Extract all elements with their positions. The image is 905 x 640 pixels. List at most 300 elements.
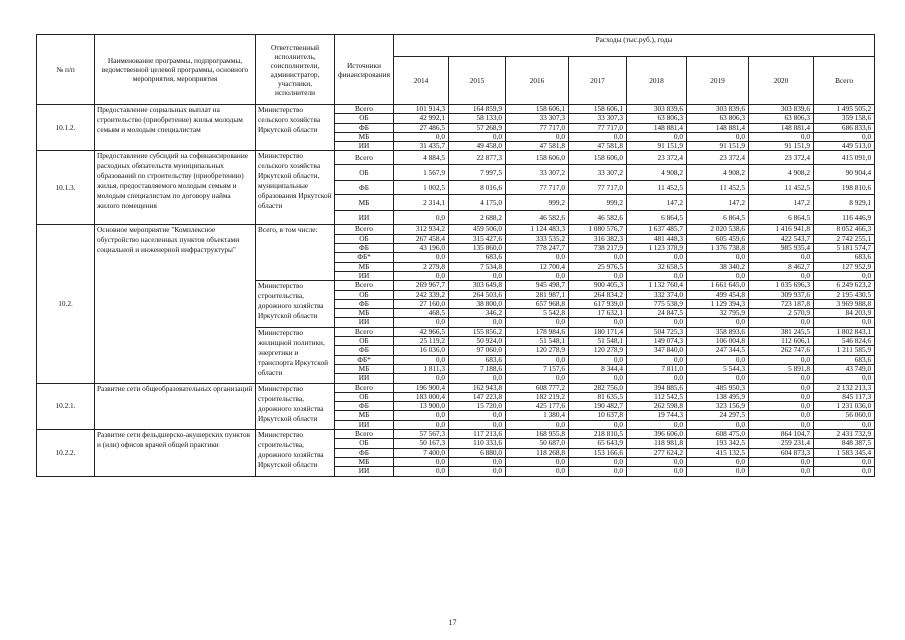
year-value: 0,0 xyxy=(687,467,749,476)
year-value: 15 720,0 xyxy=(449,402,506,411)
year-value: 0,0 xyxy=(506,374,569,383)
program-name: Предоставление субсидий на софинансирование расходных обязательств муниципальных образований по строительству (приобретению) жилья, предоставляемого молодым семьям и молодым специалистам по договору найма жилого помещения xyxy=(95,151,256,225)
year-value: 1 129 394,3 xyxy=(687,299,749,308)
funding-source: ИИ xyxy=(335,211,394,225)
year-value: 269 967,7 xyxy=(394,281,449,290)
year-value: 149 074,3 xyxy=(627,337,687,346)
year-value: 485 950,3 xyxy=(687,383,749,392)
year-value: 65 643,9 xyxy=(569,439,627,448)
year-value: 155 856,2 xyxy=(449,327,506,336)
year-value: 0,0 xyxy=(749,411,814,420)
header-num: № п/п xyxy=(37,35,95,105)
funding-source: ИИ xyxy=(335,271,394,280)
year-value: 0,0 xyxy=(687,271,749,280)
funding-source: МБ xyxy=(335,309,394,318)
year-value: 49 458,0 xyxy=(449,142,506,151)
year-value: 247 344,5 xyxy=(687,346,749,355)
year-value: 0,0 xyxy=(749,383,814,392)
year-value: 46 582,6 xyxy=(506,211,569,225)
year-value: 106 004,8 xyxy=(687,337,749,346)
year-value: 51 548,1 xyxy=(506,337,569,346)
year-value: 7 811,0 xyxy=(627,364,687,373)
funding-source: МБ xyxy=(335,262,394,271)
year-value: 63 806,3 xyxy=(749,114,814,123)
year-value: 775 538,9 xyxy=(627,299,687,308)
funding-source: ОБ xyxy=(335,114,394,123)
funding-source: ОБ xyxy=(335,337,394,346)
year-value: 0,0 xyxy=(506,271,569,280)
year-value: 0,0 xyxy=(449,467,506,476)
year-value: 112 606,1 xyxy=(749,337,814,346)
year-value: 158 606,0 xyxy=(506,151,569,165)
header-year: 2014 xyxy=(394,57,449,105)
total-value: 359 158,6 xyxy=(814,114,875,123)
year-value: 0,0 xyxy=(687,253,749,262)
year-value: 608 475,0 xyxy=(687,430,749,439)
program-name: Основное мероприятие "Комплексное обустройство населенных пунктов объектами социальной и инженерной инфраструктуры" xyxy=(95,225,256,383)
funding-source: ФБ xyxy=(335,448,394,457)
year-value: 77 717,0 xyxy=(569,123,627,132)
year-value: 0,0 xyxy=(749,467,814,476)
year-value: 0,0 xyxy=(749,271,814,280)
funding-source: ОБ xyxy=(335,165,394,181)
page-number: 17 xyxy=(448,618,457,627)
header-name: Наименование программы, подпрограммы, ведомственной целевой программы, основного мероприятия, мероприятия xyxy=(95,35,256,105)
year-value: 0,0 xyxy=(449,374,506,383)
year-value: 42 992,1 xyxy=(394,114,449,123)
program-name: Развитие сети общеобразовательных организаций xyxy=(95,383,256,429)
year-value: 0,0 xyxy=(506,467,569,476)
year-value: 147,2 xyxy=(627,195,687,211)
year-value: 110 333,6 xyxy=(449,439,506,448)
year-value: 0,0 xyxy=(569,457,627,466)
funding-source: ОБ xyxy=(335,392,394,401)
year-value: 16 036,0 xyxy=(394,346,449,355)
row-number: 10.2. xyxy=(37,225,95,383)
year-value: 900 405,3 xyxy=(569,281,627,290)
year-value: 1 661 645,0 xyxy=(687,281,749,290)
table-row xyxy=(37,151,875,165)
year-value: 47 581,8 xyxy=(506,142,569,151)
year-value: 6 864,5 xyxy=(627,211,687,225)
year-value: 0,0 xyxy=(394,411,449,420)
year-value: 147,2 xyxy=(687,195,749,211)
year-value: 333 535,2 xyxy=(506,234,569,243)
year-value: 0,0 xyxy=(569,253,627,262)
year-value: 135 860,0 xyxy=(449,244,506,253)
year-value: 0,0 xyxy=(687,457,749,466)
header-year: 2017 xyxy=(569,57,627,105)
year-value: 0,0 xyxy=(627,457,687,466)
year-value: 158 606,0 xyxy=(569,151,627,165)
year-value: 8 016,6 xyxy=(449,181,506,195)
year-value: 0,0 xyxy=(687,132,749,141)
year-value: 316 382,3 xyxy=(569,234,627,243)
year-value: 0,0 xyxy=(749,402,814,411)
year-value: 0,0 xyxy=(394,355,449,364)
total-value: 2 742 255,1 xyxy=(814,234,875,243)
year-value: 504 725,3 xyxy=(627,327,687,336)
total-value: 2 195 430,5 xyxy=(814,290,875,299)
total-value: 1 211 585,9 xyxy=(814,346,875,355)
year-value: 1 811,3 xyxy=(394,364,449,373)
year-value: 32 795,9 xyxy=(687,309,749,318)
year-value: 118 268,8 xyxy=(506,448,569,457)
year-value: 11 452,5 xyxy=(749,181,814,195)
header-source: Источники финансирования xyxy=(335,35,394,105)
year-value: 0,0 xyxy=(394,457,449,466)
year-value: 605 459,6 xyxy=(687,234,749,243)
funding-source: ОБ xyxy=(335,290,394,299)
year-value: 50 687,0 xyxy=(506,439,569,448)
year-value: 23 372,4 xyxy=(687,151,749,165)
year-value: 57 268,9 xyxy=(449,123,506,132)
funding-source: ФБ xyxy=(335,346,394,355)
year-value: 347 840,0 xyxy=(627,346,687,355)
year-value: 32 658,5 xyxy=(627,262,687,271)
total-value: 848 387,5 xyxy=(814,439,875,448)
funding-source: ИИ xyxy=(335,142,394,151)
year-value: 0,0 xyxy=(394,467,449,476)
row-number: 10.1.3. xyxy=(37,151,95,225)
total-value: 43 749,0 xyxy=(814,364,875,373)
year-value: 38 340,2 xyxy=(687,262,749,271)
year-value: 112 542,5 xyxy=(627,392,687,401)
total-value: 2 431 732,9 xyxy=(814,430,875,439)
executor: Министерство строительства, дорожного хозяйства Иркутской области xyxy=(256,430,335,476)
year-value: 178 984,6 xyxy=(506,327,569,336)
year-value: 303 839,6 xyxy=(749,105,814,114)
year-value: 51 548,1 xyxy=(569,337,627,346)
year-value: 0,0 xyxy=(449,132,506,141)
year-value: 2 279,8 xyxy=(394,262,449,271)
funding-source: ИИ xyxy=(335,318,394,327)
year-value: 0,0 xyxy=(687,374,749,383)
year-value: 1 124 483,3 xyxy=(506,225,569,234)
year-value: 277 624,2 xyxy=(627,448,687,457)
year-value: 0,0 xyxy=(627,318,687,327)
total-value: 116 446,9 xyxy=(814,211,875,225)
year-value: 459 506,0 xyxy=(449,225,506,234)
total-value: 1 583 345,4 xyxy=(814,448,875,457)
year-value: 481 448,3 xyxy=(627,234,687,243)
expenses-table xyxy=(36,34,875,477)
funding-source: МБ xyxy=(335,411,394,420)
year-value: 58 133,0 xyxy=(449,114,506,123)
year-value: 0,0 xyxy=(627,420,687,429)
year-value: 281 987,1 xyxy=(506,290,569,299)
year-value: 1 376 738,8 xyxy=(687,244,749,253)
year-value: 0,0 xyxy=(627,355,687,364)
year-value: 0,0 xyxy=(449,457,506,466)
funding-source: ФБ* xyxy=(335,355,394,364)
year-value: 77 717,0 xyxy=(506,181,569,195)
year-value: 0,0 xyxy=(627,374,687,383)
year-value: 259 231,4 xyxy=(749,439,814,448)
year-value: 242 339,2 xyxy=(394,290,449,299)
funding-source: ФБ xyxy=(335,299,394,308)
year-value: 0,0 xyxy=(687,318,749,327)
header-executor: Ответственный исполнитель, соисполнители, администратор, участники, исполнители xyxy=(256,35,335,105)
year-value: 945 498,7 xyxy=(506,281,569,290)
year-value: 262 598,8 xyxy=(627,402,687,411)
year-value: 657 968,8 xyxy=(506,299,569,308)
year-value: 5 544,3 xyxy=(687,364,749,373)
year-value: 282 756,0 xyxy=(569,383,627,392)
table-body xyxy=(37,105,875,477)
year-value: 262 747,6 xyxy=(749,346,814,355)
year-value: 0,0 xyxy=(394,374,449,383)
year-value: 723 187,8 xyxy=(749,299,814,308)
total-value: 56 060,0 xyxy=(814,411,875,420)
year-value: 7 400,0 xyxy=(394,448,449,457)
total-value: 1 802 843,1 xyxy=(814,327,875,336)
year-value: 57 567,3 xyxy=(394,430,449,439)
executor: Министерство сельского хозяйства Иркутской области, муниципальные образования Иркутской области xyxy=(256,151,335,225)
year-value: 0,0 xyxy=(394,211,449,225)
year-value: 33 307,3 xyxy=(506,114,569,123)
year-value: 23 372,4 xyxy=(749,151,814,165)
year-value: 683,6 xyxy=(449,253,506,262)
year-value: 309 937,6 xyxy=(749,290,814,299)
year-value: 17 632,1 xyxy=(569,309,627,318)
year-value: 91 151,9 xyxy=(749,142,814,151)
year-value: 182 219,2 xyxy=(506,392,569,401)
year-value: 778 247,7 xyxy=(506,244,569,253)
year-value: 193 342,5 xyxy=(687,439,749,448)
total-value: 546 824,6 xyxy=(814,337,875,346)
year-value: 0,0 xyxy=(749,318,814,327)
year-value: 13 900,0 xyxy=(394,402,449,411)
year-value: 425 177,6 xyxy=(506,402,569,411)
year-value: 7 157,6 xyxy=(506,364,569,373)
year-value: 864 104,7 xyxy=(749,430,814,439)
year-value: 315 427,6 xyxy=(449,234,506,243)
total-value: 8 929,1 xyxy=(814,195,875,211)
year-value: 4 908,2 xyxy=(627,165,687,181)
year-value: 0,0 xyxy=(394,132,449,141)
table-row xyxy=(37,225,875,234)
year-value: 468,5 xyxy=(394,309,449,318)
year-value: 0,0 xyxy=(449,420,506,429)
funding-source: Всего xyxy=(335,281,394,290)
year-value: 264 503,6 xyxy=(449,290,506,299)
year-value: 0,0 xyxy=(627,253,687,262)
year-value: 999,2 xyxy=(569,195,627,211)
year-value: 394 885,6 xyxy=(627,383,687,392)
row-number: 10.1.2. xyxy=(37,105,95,151)
year-value: 0,0 xyxy=(506,318,569,327)
year-value: 4 175,0 xyxy=(449,195,506,211)
year-value: 33 307,2 xyxy=(506,165,569,181)
year-value: 499 454,8 xyxy=(687,290,749,299)
total-value: 683,6 xyxy=(814,355,875,364)
year-value: 4 908,2 xyxy=(749,165,814,181)
year-value: 63 806,3 xyxy=(627,114,687,123)
funding-source: ФБ* xyxy=(335,253,394,262)
year-value: 312 934,2 xyxy=(394,225,449,234)
year-value: 24 847,5 xyxy=(627,309,687,318)
total-value: 84 203,9 xyxy=(814,309,875,318)
funding-source: МБ xyxy=(335,364,394,373)
funding-source: Всего xyxy=(335,383,394,392)
year-value: 117 213,6 xyxy=(449,430,506,439)
total-value: 198 810,6 xyxy=(814,181,875,195)
year-value: 415 132,5 xyxy=(687,448,749,457)
header-year: 2018 xyxy=(627,57,687,105)
total-value: 1 495 505,2 xyxy=(814,105,875,114)
funding-source: Всего xyxy=(335,151,394,165)
year-value: 10 637,8 xyxy=(569,411,627,420)
total-value: 3 969 988,8 xyxy=(814,299,875,308)
row-number: 10.2.2. xyxy=(37,430,95,476)
year-value: 738 217,9 xyxy=(569,244,627,253)
executor: Министерство сельского хозяйства Иркутской области xyxy=(256,105,335,151)
year-value: 33 307,2 xyxy=(569,165,627,181)
funding-source: ОБ xyxy=(335,234,394,243)
year-value: 8 462,7 xyxy=(749,262,814,271)
year-value: 267 458,4 xyxy=(394,234,449,243)
funding-source: ИИ xyxy=(335,420,394,429)
year-value: 25 976,5 xyxy=(569,262,627,271)
year-value: 0,0 xyxy=(749,457,814,466)
year-value: 2 020 538,6 xyxy=(687,225,749,234)
year-value: 196 900,4 xyxy=(394,383,449,392)
year-value: 8 344,4 xyxy=(569,364,627,373)
row-number: 10.2.1. xyxy=(37,383,95,429)
year-value: 0,0 xyxy=(569,318,627,327)
year-value: 24 297,5 xyxy=(687,411,749,420)
year-value: 985 935,4 xyxy=(749,244,814,253)
year-value: 183 000,4 xyxy=(394,392,449,401)
total-value: 8 052 466,3 xyxy=(814,225,875,234)
year-value: 0,0 xyxy=(569,467,627,476)
total-value: 0,0 xyxy=(814,457,875,466)
executor: Министерство жилищной политики, энергетики и транспорта Иркутской области xyxy=(256,327,335,383)
year-value: 4 908,2 xyxy=(687,165,749,181)
year-value: 0,0 xyxy=(569,271,627,280)
year-value: 97 060,0 xyxy=(449,346,506,355)
year-value: 22 877,3 xyxy=(449,151,506,165)
year-value: 608 777,2 xyxy=(506,383,569,392)
total-value: 0,0 xyxy=(814,420,875,429)
year-value: 0,0 xyxy=(394,420,449,429)
funding-source: МБ xyxy=(335,457,394,466)
total-value: 5 181 574,7 xyxy=(814,244,875,253)
year-value: 0,0 xyxy=(749,355,814,364)
year-value: 1 637 485,7 xyxy=(627,225,687,234)
year-value: 0,0 xyxy=(749,392,814,401)
funding-source: Всего xyxy=(335,105,394,114)
total-value: 1 231 036,0 xyxy=(814,402,875,411)
year-value: 358 893,6 xyxy=(687,327,749,336)
executor: Всего, в том числе: xyxy=(256,225,335,281)
year-value: 303 839,6 xyxy=(627,105,687,114)
year-value: 264 834,2 xyxy=(569,290,627,299)
funding-source: Всего xyxy=(335,430,394,439)
year-value: 346,2 xyxy=(449,309,506,318)
year-value: 5 891,8 xyxy=(749,364,814,373)
year-value: 0,0 xyxy=(627,271,687,280)
year-value: 91 151,9 xyxy=(627,142,687,151)
funding-source: МБ xyxy=(335,195,394,211)
year-value: 6 880,0 xyxy=(449,448,506,457)
year-value: 162 943,8 xyxy=(449,383,506,392)
year-value: 422 543,7 xyxy=(749,234,814,243)
year-value: 0,0 xyxy=(687,420,749,429)
year-value: 1 123 378,9 xyxy=(627,244,687,253)
total-value: 0,0 xyxy=(814,318,875,327)
year-value: 381 245,5 xyxy=(749,327,814,336)
year-value: 0,0 xyxy=(394,318,449,327)
year-value: 0,0 xyxy=(687,355,749,364)
total-value: 0,0 xyxy=(814,467,875,476)
year-value: 23 372,4 xyxy=(627,151,687,165)
year-value: 617 939,0 xyxy=(569,299,627,308)
total-value: 0,0 xyxy=(814,374,875,383)
year-value: 332 374,0 xyxy=(627,290,687,299)
year-value: 0,0 xyxy=(749,253,814,262)
year-value: 0,0 xyxy=(394,271,449,280)
year-value: 81 635,5 xyxy=(569,392,627,401)
year-value: 1 567,9 xyxy=(394,165,449,181)
year-value: 27 160,0 xyxy=(394,299,449,308)
year-value: 0,0 xyxy=(506,132,569,141)
table-row xyxy=(37,430,875,439)
year-value: 1 416 941,8 xyxy=(749,225,814,234)
funding-source: ОБ xyxy=(335,439,394,448)
year-value: 147,2 xyxy=(749,195,814,211)
year-value: 46 582,6 xyxy=(569,211,627,225)
year-value: 0,0 xyxy=(506,253,569,262)
year-value: 50 167,3 xyxy=(394,439,449,448)
year-value: 38 800,0 xyxy=(449,299,506,308)
funding-source: ИИ xyxy=(335,467,394,476)
year-value: 77 717,0 xyxy=(506,123,569,132)
year-value: 12 700,4 xyxy=(506,262,569,271)
year-value: 0,0 xyxy=(569,420,627,429)
year-value: 6 864,5 xyxy=(687,211,749,225)
funding-source: МБ xyxy=(335,132,394,141)
year-value: 0,0 xyxy=(569,374,627,383)
year-value: 147 223,8 xyxy=(449,392,506,401)
year-value: 158 606,1 xyxy=(506,105,569,114)
year-value: 1 380,4 xyxy=(506,411,569,420)
total-value: 415 091,0 xyxy=(814,151,875,165)
header-year: 2019 xyxy=(687,57,749,105)
year-value: 50 924,0 xyxy=(449,337,506,346)
total-value: 683,6 xyxy=(814,253,875,262)
year-value: 120 278,9 xyxy=(569,346,627,355)
year-value: 42 966,5 xyxy=(394,327,449,336)
year-value: 0,0 xyxy=(749,132,814,141)
year-value: 31 435,7 xyxy=(394,142,449,151)
year-value: 63 806,3 xyxy=(687,114,749,123)
year-value: 218 810,5 xyxy=(569,430,627,439)
year-value: 0,0 xyxy=(449,318,506,327)
year-value: 190 482,7 xyxy=(569,402,627,411)
year-value: 0,0 xyxy=(627,132,687,141)
year-value: 1 035 696,3 xyxy=(749,281,814,290)
year-value: 4 884,5 xyxy=(394,151,449,165)
header-year: 2015 xyxy=(449,57,506,105)
year-value: 180 171,4 xyxy=(569,327,627,336)
year-value: 11 452,5 xyxy=(687,181,749,195)
funding-source: ФБ xyxy=(335,181,394,195)
year-value: 0,0 xyxy=(506,457,569,466)
year-value: 43 196,0 xyxy=(394,244,449,253)
program-name: Развитие сети фельдшерско-акушерских пунктов и (или) офисов врачей общей практики xyxy=(95,430,256,476)
